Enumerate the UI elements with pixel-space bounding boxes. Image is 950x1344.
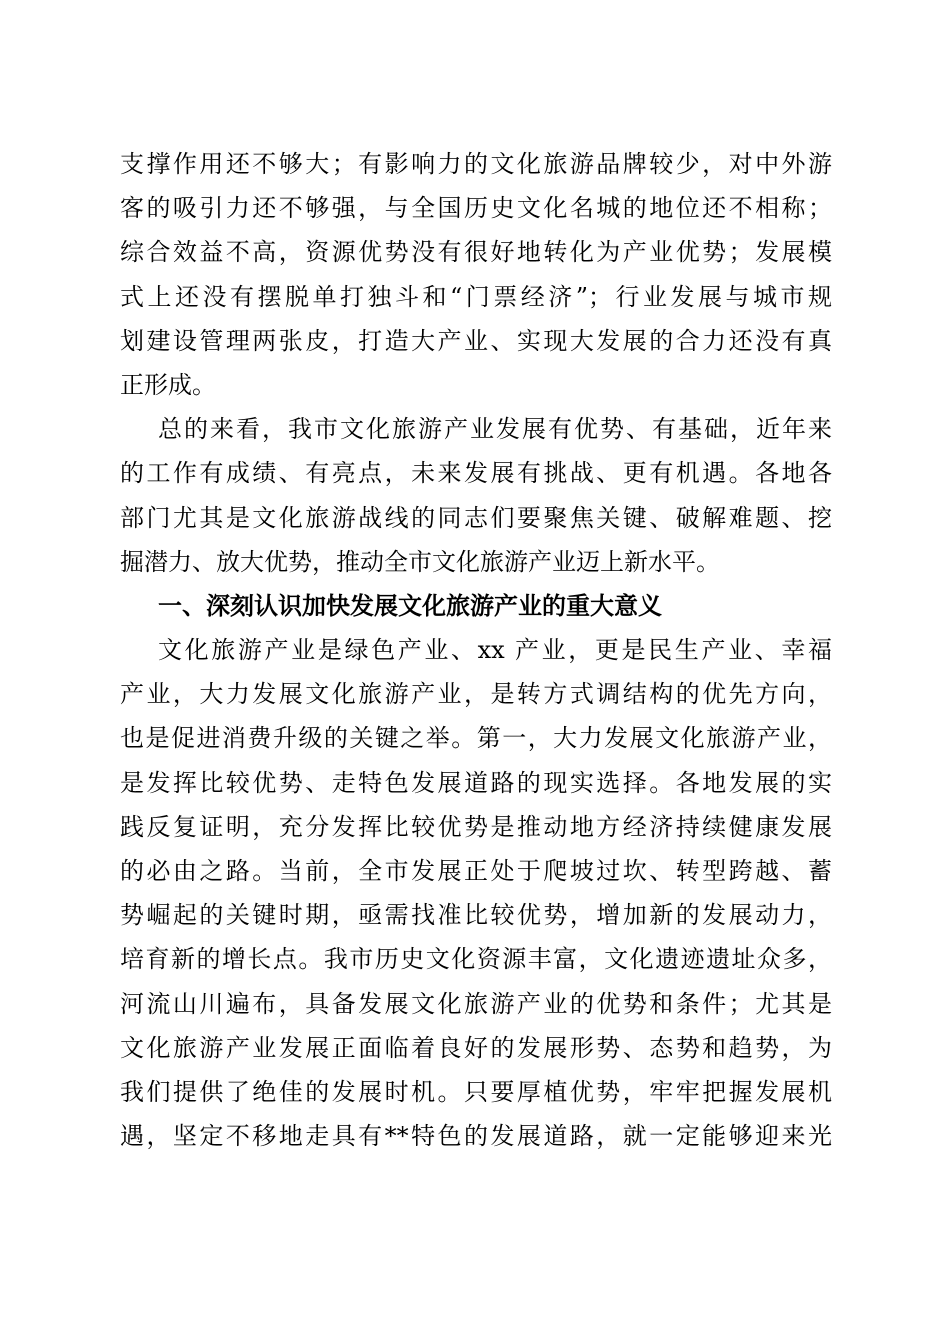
paragraph-line: 产业，大力发展文化旅游产业，是转方式调结构的优先方向， bbox=[120, 680, 832, 709]
paragraph-line: 的必由之路。当前，全市发展正处于爬坡过坎、转型跨越、蓄 bbox=[120, 857, 832, 885]
paragraph-line: 正形成。 bbox=[120, 370, 216, 399]
paragraph-line: 总的来看，我市文化旅游产业发展有优势、有基础，近年来 bbox=[158, 415, 832, 444]
document-body bbox=[120, 142, 832, 1158]
paragraph-line: 践反复证明，充分发挥比较优势是推动地方经济持续健康发展 bbox=[120, 812, 832, 841]
paragraph-line: 客的吸引力还不够强，与全国历史文化名城的地位还不相称； bbox=[120, 194, 832, 223]
paragraph-line: 掘潜力、放大优势，推动全市文化旅游产业迈上新水平。 bbox=[120, 547, 720, 576]
paragraph-line: 河流山川遍布，具备发展文化旅游产业的优势和条件；尤其是 bbox=[120, 989, 832, 1018]
paragraph-line: 我们提供了绝佳的发展时机。只要厚植优势，牢牢把握发展机 bbox=[120, 1077, 832, 1106]
paragraph-line: 是发挥比较优势、走特色发展道路的现实选择。各地发展的实 bbox=[120, 768, 832, 797]
paragraph-line: 划建设管理两张皮，打造大产业、实现大发展的合力还没有真 bbox=[120, 326, 832, 355]
paragraph-line: 的工作有成绩、有亮点，未来发展有挑战、更有机遇。各地各 bbox=[120, 459, 832, 488]
paragraph-line: 综合效益不高，资源优势没有很好地转化为产业优势；发展模 bbox=[120, 238, 832, 267]
section-heading: 一、深刻认识加快发展文化旅游产业的重大意义 bbox=[158, 591, 662, 620]
paragraph-line: 也是促进消费升级的关键之举。第一，大力发展文化旅游产业， bbox=[120, 724, 832, 753]
paragraph-line: 势崛起的关键时期，亟需找准比较优势，增加新的发展动力， bbox=[120, 901, 832, 930]
paragraph-line: 部门尤其是文化旅游战线的同志们要聚焦关键、破解难题、挖 bbox=[120, 503, 832, 532]
paragraph-line: 支撑作用还不够大；有影响力的文化旅游品牌较少，对中外游 bbox=[120, 150, 832, 178]
paragraph-line: 文化旅游产业是绿色产业、xx 产业，更是民生产业、幸福 bbox=[158, 636, 832, 665]
paragraph-line: 式上还没有摆脱单打独斗和“门票经济”；行业发展与城市规 bbox=[120, 282, 832, 311]
paragraph-line: 文化旅游产业发展正面临着良好的发展形势、态势和趋势，为 bbox=[120, 1033, 832, 1062]
paragraph-line: 遇，坚定不移地走具有**特色的发展道路，就一定能够迎来光 bbox=[120, 1122, 832, 1151]
paragraph-line: 培育新的增长点。我市历史文化资源丰富，文化遗迹遗址众多， bbox=[120, 945, 832, 974]
